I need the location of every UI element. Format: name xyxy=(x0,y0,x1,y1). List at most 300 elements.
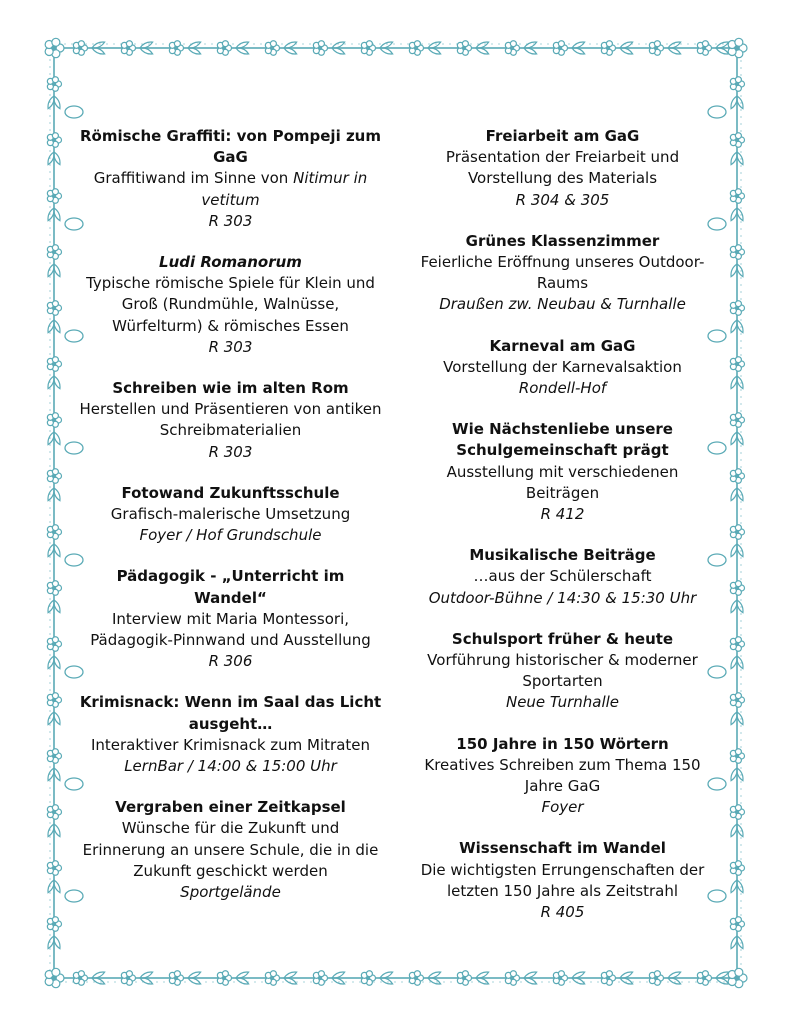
leaf-icon xyxy=(48,152,54,165)
flower-center-icon xyxy=(51,975,57,981)
flower-center-icon xyxy=(735,418,739,422)
leaf-icon xyxy=(731,824,737,837)
flower-petal-icon xyxy=(558,971,564,977)
item-title: Ludi Romanorum xyxy=(159,253,302,272)
flower-petal-icon xyxy=(52,38,60,46)
leaf-icon xyxy=(428,48,441,54)
flower-center-icon xyxy=(558,46,562,50)
flower-center-icon xyxy=(52,306,56,310)
program-list xyxy=(78,126,718,946)
leaf-icon xyxy=(48,544,54,557)
flower-petal-icon xyxy=(462,41,468,47)
item-location: R 303 xyxy=(208,442,253,461)
flower-petal-icon xyxy=(366,971,372,977)
flower-center-icon xyxy=(735,194,739,198)
flower-petal-icon xyxy=(654,971,660,977)
flower-center-icon xyxy=(735,82,739,86)
leaf-icon xyxy=(572,48,585,54)
flower-petal-icon xyxy=(558,41,564,47)
leaf-icon xyxy=(716,48,729,54)
flower-petal-icon xyxy=(174,971,180,977)
leaf-icon xyxy=(92,978,105,984)
flower-petal-icon xyxy=(735,189,741,195)
item-location: LernBar / 14:00 & 15:00 Uhr xyxy=(124,757,337,776)
leaf-icon xyxy=(140,48,153,54)
leaf-icon xyxy=(731,264,737,277)
flower-center-icon xyxy=(126,46,130,50)
program-item xyxy=(410,838,715,923)
flower-center-icon xyxy=(366,976,370,980)
leaf-icon xyxy=(737,96,743,109)
item-location: R 304 & 305 xyxy=(515,190,610,209)
item-description: Typische römische Spiele für Klein und Groß (Rundmühle, Walnüsse, Würfelturm) & römisches Essen xyxy=(86,274,375,335)
flower-petal-icon xyxy=(270,41,276,47)
leaf-icon xyxy=(668,42,681,48)
flower-center-icon xyxy=(735,922,739,926)
flower-center-icon xyxy=(735,586,739,590)
flower-petal-icon xyxy=(735,525,741,531)
flower-petal-icon xyxy=(510,41,516,47)
flower-center-icon xyxy=(366,46,370,50)
program-item xyxy=(410,126,715,211)
flower-center-icon xyxy=(735,362,739,366)
flower-petal-icon xyxy=(735,38,743,46)
leaf-icon xyxy=(48,376,54,389)
program-item xyxy=(410,734,715,819)
flower-petal-icon xyxy=(735,693,741,699)
flower-center-icon xyxy=(462,46,466,50)
flower-petal-icon xyxy=(606,971,612,977)
leaf-icon xyxy=(48,656,54,669)
flower-petal-icon xyxy=(52,861,58,867)
leaf-icon xyxy=(284,972,297,978)
flower-petal-icon xyxy=(52,805,58,811)
flower-center-icon xyxy=(606,976,610,980)
flower-petal-icon xyxy=(735,133,741,139)
flower-center-icon xyxy=(734,45,740,51)
leaf-icon xyxy=(737,712,743,725)
leaf-icon xyxy=(428,972,441,978)
flower-petal-icon xyxy=(52,525,58,531)
leaf-icon xyxy=(48,824,54,837)
leaf-icon xyxy=(54,768,60,781)
item-description: Ausstellung mit verschiedenen Beiträgen xyxy=(446,462,679,502)
flower-center-icon xyxy=(52,418,56,422)
leaf-icon xyxy=(188,42,201,48)
leaf-icon xyxy=(54,432,60,445)
tulip-icon xyxy=(65,106,83,118)
leaf-icon xyxy=(716,978,729,984)
leaf-icon xyxy=(48,600,54,613)
leaf-icon xyxy=(54,880,60,893)
flower-center-icon xyxy=(735,530,739,534)
item-description: Interaktiver Krimisnack zum Mitraten xyxy=(90,735,371,754)
leaf-icon xyxy=(668,978,681,984)
flower-petal-icon xyxy=(414,971,420,977)
leaf-icon xyxy=(380,978,393,984)
flower-center-icon xyxy=(735,138,739,142)
flower-center-icon xyxy=(735,250,739,254)
leaf-icon xyxy=(476,972,489,978)
flower-petal-icon xyxy=(414,41,420,47)
flower-center-icon xyxy=(510,46,514,50)
leaf-icon xyxy=(524,42,537,48)
program-item xyxy=(78,126,383,232)
item-description: Vorstellung der Karnevalsaktion xyxy=(443,357,682,376)
flower-petal-icon xyxy=(52,637,58,643)
flower-center-icon xyxy=(734,975,740,981)
leaf-icon xyxy=(140,42,153,48)
leaf-icon xyxy=(48,768,54,781)
leaf-icon xyxy=(716,42,729,48)
flower-petal-icon xyxy=(52,413,58,419)
leaf-icon xyxy=(737,656,743,669)
leaf-icon xyxy=(737,936,743,949)
flower-center-icon xyxy=(735,474,739,478)
flower-petal-icon xyxy=(366,41,372,47)
flower-center-icon xyxy=(52,362,56,366)
flower-petal-icon xyxy=(735,581,741,587)
leaf-icon xyxy=(48,320,54,333)
leaf-icon xyxy=(731,936,737,949)
leaf-icon xyxy=(140,978,153,984)
flower-petal-icon xyxy=(702,971,708,977)
item-description: Graffitiwand im Sinne von Nitimur in vetitum xyxy=(93,169,368,209)
flower-center-icon xyxy=(510,976,514,980)
item-description: Die wichtigsten Errungenschaften der letzten 150 Jahre als Zeitstrahl xyxy=(420,860,705,900)
leaf-icon xyxy=(731,768,737,781)
flower-center-icon xyxy=(414,976,418,980)
flower-petal-icon xyxy=(126,971,132,977)
flower-center-icon xyxy=(270,976,274,980)
flower-petal-icon xyxy=(510,971,516,977)
program-item xyxy=(78,692,383,777)
flower-center-icon xyxy=(52,922,56,926)
leaf-icon xyxy=(572,978,585,984)
leaf-icon xyxy=(737,824,743,837)
leaf-icon xyxy=(731,432,737,445)
program-item xyxy=(410,231,715,316)
leaf-icon xyxy=(54,376,60,389)
flower-center-icon xyxy=(52,474,56,478)
item-title: Schreiben wie im alten Rom xyxy=(112,379,349,398)
flower-center-icon xyxy=(318,46,322,50)
flower-center-icon xyxy=(51,45,57,51)
leaf-icon xyxy=(332,48,345,54)
flower-petal-icon xyxy=(52,189,58,195)
item-title: Vergraben einer Zeitkapsel xyxy=(115,798,346,817)
leaf-icon xyxy=(731,152,737,165)
leaf-icon xyxy=(620,42,633,48)
item-description: Feierliche Eröffnung unseres Outdoor-Raums xyxy=(420,253,705,293)
flower-petal-icon xyxy=(52,245,58,251)
leaf-icon xyxy=(48,488,54,501)
flower-center-icon xyxy=(558,976,562,980)
leaf-icon xyxy=(332,972,345,978)
leaf-icon xyxy=(737,152,743,165)
program-item xyxy=(410,545,715,609)
leaf-icon xyxy=(284,978,297,984)
flower-center-icon xyxy=(52,250,56,254)
leaf-icon xyxy=(380,42,393,48)
leaf-icon xyxy=(188,972,201,978)
leaf-icon xyxy=(737,880,743,893)
leaf-icon xyxy=(737,600,743,613)
program-item xyxy=(78,566,383,672)
flower-petal-icon xyxy=(78,971,84,977)
flower-petal-icon xyxy=(735,413,741,419)
flower-center-icon xyxy=(222,46,226,50)
leaf-icon xyxy=(620,48,633,54)
flower-petal-icon xyxy=(702,41,708,47)
leaf-icon xyxy=(48,432,54,445)
leaf-icon xyxy=(731,712,737,725)
item-description: Wünsche für die Zukunft und Erinnerung an unsere Schule, die in die Zukunft geschickt werden xyxy=(82,819,379,880)
flower-center-icon xyxy=(654,46,658,50)
leaf-icon xyxy=(54,208,60,221)
flower-center-icon xyxy=(52,82,56,86)
leaf-icon xyxy=(236,42,249,48)
item-title: Musikalische Beiträge xyxy=(469,546,656,565)
leaf-icon xyxy=(524,972,537,978)
flower-petal-icon xyxy=(52,917,58,923)
item-location: Foyer / Hof Grundschule xyxy=(139,526,322,545)
leaf-icon xyxy=(572,972,585,978)
flower-petal-icon xyxy=(735,805,741,811)
leaf-icon xyxy=(54,320,60,333)
item-description: Grafisch-malerische Umsetzung xyxy=(110,505,351,524)
leaf-icon xyxy=(668,972,681,978)
flower-petal-icon xyxy=(735,968,743,976)
flower-center-icon xyxy=(735,754,739,758)
leaf-icon xyxy=(620,978,633,984)
leaf-icon xyxy=(731,656,737,669)
flower-center-icon xyxy=(735,866,739,870)
flower-petal-icon xyxy=(174,41,180,47)
leaf-icon xyxy=(731,376,737,389)
item-location: R 303 xyxy=(208,337,253,356)
flower-center-icon xyxy=(78,46,82,50)
flower-petal-icon xyxy=(52,77,58,83)
leaf-icon xyxy=(54,488,60,501)
leaf-icon xyxy=(428,42,441,48)
flower-petal-icon xyxy=(52,469,58,475)
leaf-icon xyxy=(48,712,54,725)
leaf-icon xyxy=(731,544,737,557)
leaf-icon xyxy=(48,264,54,277)
flower-petal-icon xyxy=(735,357,741,363)
flower-petal-icon xyxy=(735,861,741,867)
flower-center-icon xyxy=(78,976,82,980)
item-title: Wie Nächstenliebe unsere Schulgemeinschaft prägt xyxy=(452,420,673,460)
leaf-icon xyxy=(476,978,489,984)
flower-center-icon xyxy=(702,976,706,980)
leaf-icon xyxy=(332,42,345,48)
flower-petal-icon xyxy=(735,77,741,83)
item-title: Fotowand Zukunftsschule xyxy=(121,483,340,502)
leaf-icon xyxy=(54,96,60,109)
item-location: R 412 xyxy=(540,505,585,524)
flower-petal-icon xyxy=(222,41,228,47)
flower-center-icon xyxy=(735,306,739,310)
leaf-icon xyxy=(92,42,105,48)
flower-center-icon xyxy=(735,642,739,646)
item-description-italic: Nitimur in vetitum xyxy=(201,169,368,209)
flower-center-icon xyxy=(735,810,739,814)
leaf-icon xyxy=(92,48,105,54)
flower-petal-icon xyxy=(126,41,132,47)
leaf-icon xyxy=(284,48,297,54)
leaf-icon xyxy=(236,972,249,978)
flower-center-icon xyxy=(52,754,56,758)
flower-center-icon xyxy=(606,46,610,50)
item-title: Pädagogik - „Unterricht im Wandel“ xyxy=(116,567,345,607)
item-location: Rondell-Hof xyxy=(518,379,607,398)
flower-petal-icon xyxy=(735,637,741,643)
leaf-icon xyxy=(380,972,393,978)
leaf-icon xyxy=(188,978,201,984)
item-description: Herstellen und Präsentieren von antiken Schreibmaterialien xyxy=(79,400,382,440)
leaf-icon xyxy=(54,824,60,837)
item-location: Draußen zw. Neubau & Turnhalle xyxy=(439,295,686,314)
item-title: Freiarbeit am GaG xyxy=(485,127,640,145)
program-item xyxy=(78,483,383,547)
leaf-icon xyxy=(731,96,737,109)
flower-center-icon xyxy=(702,46,706,50)
program-item xyxy=(410,419,715,525)
item-location: Outdoor-Bühne / 14:30 & 15:30 Uhr xyxy=(428,588,697,607)
leaf-icon xyxy=(428,978,441,984)
leaf-icon xyxy=(737,544,743,557)
item-title: Römische Graffiti: von Pompeji zum GaG xyxy=(80,127,381,167)
leaf-icon xyxy=(48,96,54,109)
leaf-icon xyxy=(54,544,60,557)
flower-center-icon xyxy=(52,530,56,534)
item-description: Vorführung historischer & moderner Sportarten xyxy=(427,651,698,691)
flower-center-icon xyxy=(270,46,274,50)
flower-petal-icon xyxy=(52,581,58,587)
leaf-icon xyxy=(620,972,633,978)
leaf-icon xyxy=(731,880,737,893)
flower-center-icon xyxy=(52,138,56,142)
leaf-icon xyxy=(48,208,54,221)
flower-petal-icon xyxy=(270,971,276,977)
leaf-icon xyxy=(737,320,743,333)
item-location: Foyer xyxy=(541,798,584,817)
leaf-icon xyxy=(737,208,743,221)
flower-center-icon xyxy=(52,810,56,814)
item-title: Grünes Klassenzimmer xyxy=(465,231,660,250)
program-item xyxy=(410,336,715,400)
leaf-icon xyxy=(54,712,60,725)
flower-center-icon xyxy=(52,642,56,646)
leaf-icon xyxy=(524,48,537,54)
program-item xyxy=(78,252,383,358)
leaf-icon xyxy=(716,972,729,978)
item-description: Präsentation der Freiarbeit und Vorstellung des Materials xyxy=(445,148,680,188)
leaf-icon xyxy=(54,656,60,669)
flower-center-icon xyxy=(654,976,658,980)
leaf-icon xyxy=(737,768,743,781)
flower-center-icon xyxy=(318,976,322,980)
leaf-icon xyxy=(236,48,249,54)
flower-petal-icon xyxy=(52,749,58,755)
flower-center-icon xyxy=(126,976,130,980)
item-title: Wissenschaft im Wandel xyxy=(459,839,666,858)
leaf-icon xyxy=(54,600,60,613)
item-location: R 303 xyxy=(208,211,253,230)
item-title: Karneval am GaG xyxy=(489,336,636,355)
flower-petal-icon xyxy=(222,971,228,977)
right-column xyxy=(410,126,715,943)
flower-petal-icon xyxy=(52,133,58,139)
flower-petal-icon xyxy=(78,41,84,47)
item-description: Kreatives Schreiben zum Thema 150 Jahre GaG xyxy=(424,755,701,796)
leaf-icon xyxy=(731,488,737,501)
flower-center-icon xyxy=(174,976,178,980)
flower-center-icon xyxy=(52,586,56,590)
leaf-icon xyxy=(54,152,60,165)
flower-center-icon xyxy=(222,976,226,980)
leaf-icon xyxy=(236,978,249,984)
flower-petal-icon xyxy=(52,693,58,699)
leaf-icon xyxy=(48,880,54,893)
item-location: R 306 xyxy=(208,652,253,671)
leaf-icon xyxy=(524,978,537,984)
flower-petal-icon xyxy=(318,41,324,47)
item-title: Schulsport früher & heute xyxy=(451,629,674,648)
leaf-icon xyxy=(140,972,153,978)
leaf-icon xyxy=(284,42,297,48)
program-item xyxy=(78,378,383,463)
leaf-icon xyxy=(737,264,743,277)
item-description: …aus der Schülerschaft xyxy=(473,567,652,586)
leaf-icon xyxy=(92,972,105,978)
item-location: R 405 xyxy=(540,903,585,922)
flower-petal-icon xyxy=(735,917,741,923)
flower-petal-icon xyxy=(52,968,60,976)
flower-center-icon xyxy=(52,698,56,702)
leaf-icon xyxy=(476,48,489,54)
leaf-icon xyxy=(332,978,345,984)
flower-petal-icon xyxy=(52,301,58,307)
program-item xyxy=(410,629,715,714)
leaf-icon xyxy=(737,432,743,445)
flower-petal-icon xyxy=(735,245,741,251)
leaf-icon xyxy=(54,264,60,277)
left-column xyxy=(78,126,383,923)
leaf-icon xyxy=(737,376,743,389)
leaf-icon xyxy=(572,42,585,48)
flower-center-icon xyxy=(52,866,56,870)
item-description: Interview mit Maria Montessori, Pädagogik-Pinnwand und Ausstellung xyxy=(90,609,371,650)
program-item xyxy=(78,797,383,903)
leaf-icon xyxy=(737,488,743,501)
leaf-icon xyxy=(476,42,489,48)
leaf-icon xyxy=(731,208,737,221)
flower-petal-icon xyxy=(606,41,612,47)
leaf-icon xyxy=(668,48,681,54)
flower-petal-icon xyxy=(735,749,741,755)
flower-petal-icon xyxy=(462,971,468,977)
item-title: Krimisnack: Wenn im Saal das Licht ausgeht… xyxy=(79,693,382,733)
leaf-icon xyxy=(188,48,201,54)
flower-center-icon xyxy=(462,976,466,980)
flower-petal-icon xyxy=(735,301,741,307)
leaf-icon xyxy=(380,48,393,54)
flower-petal-icon xyxy=(654,41,660,47)
tulip-icon xyxy=(708,106,726,118)
